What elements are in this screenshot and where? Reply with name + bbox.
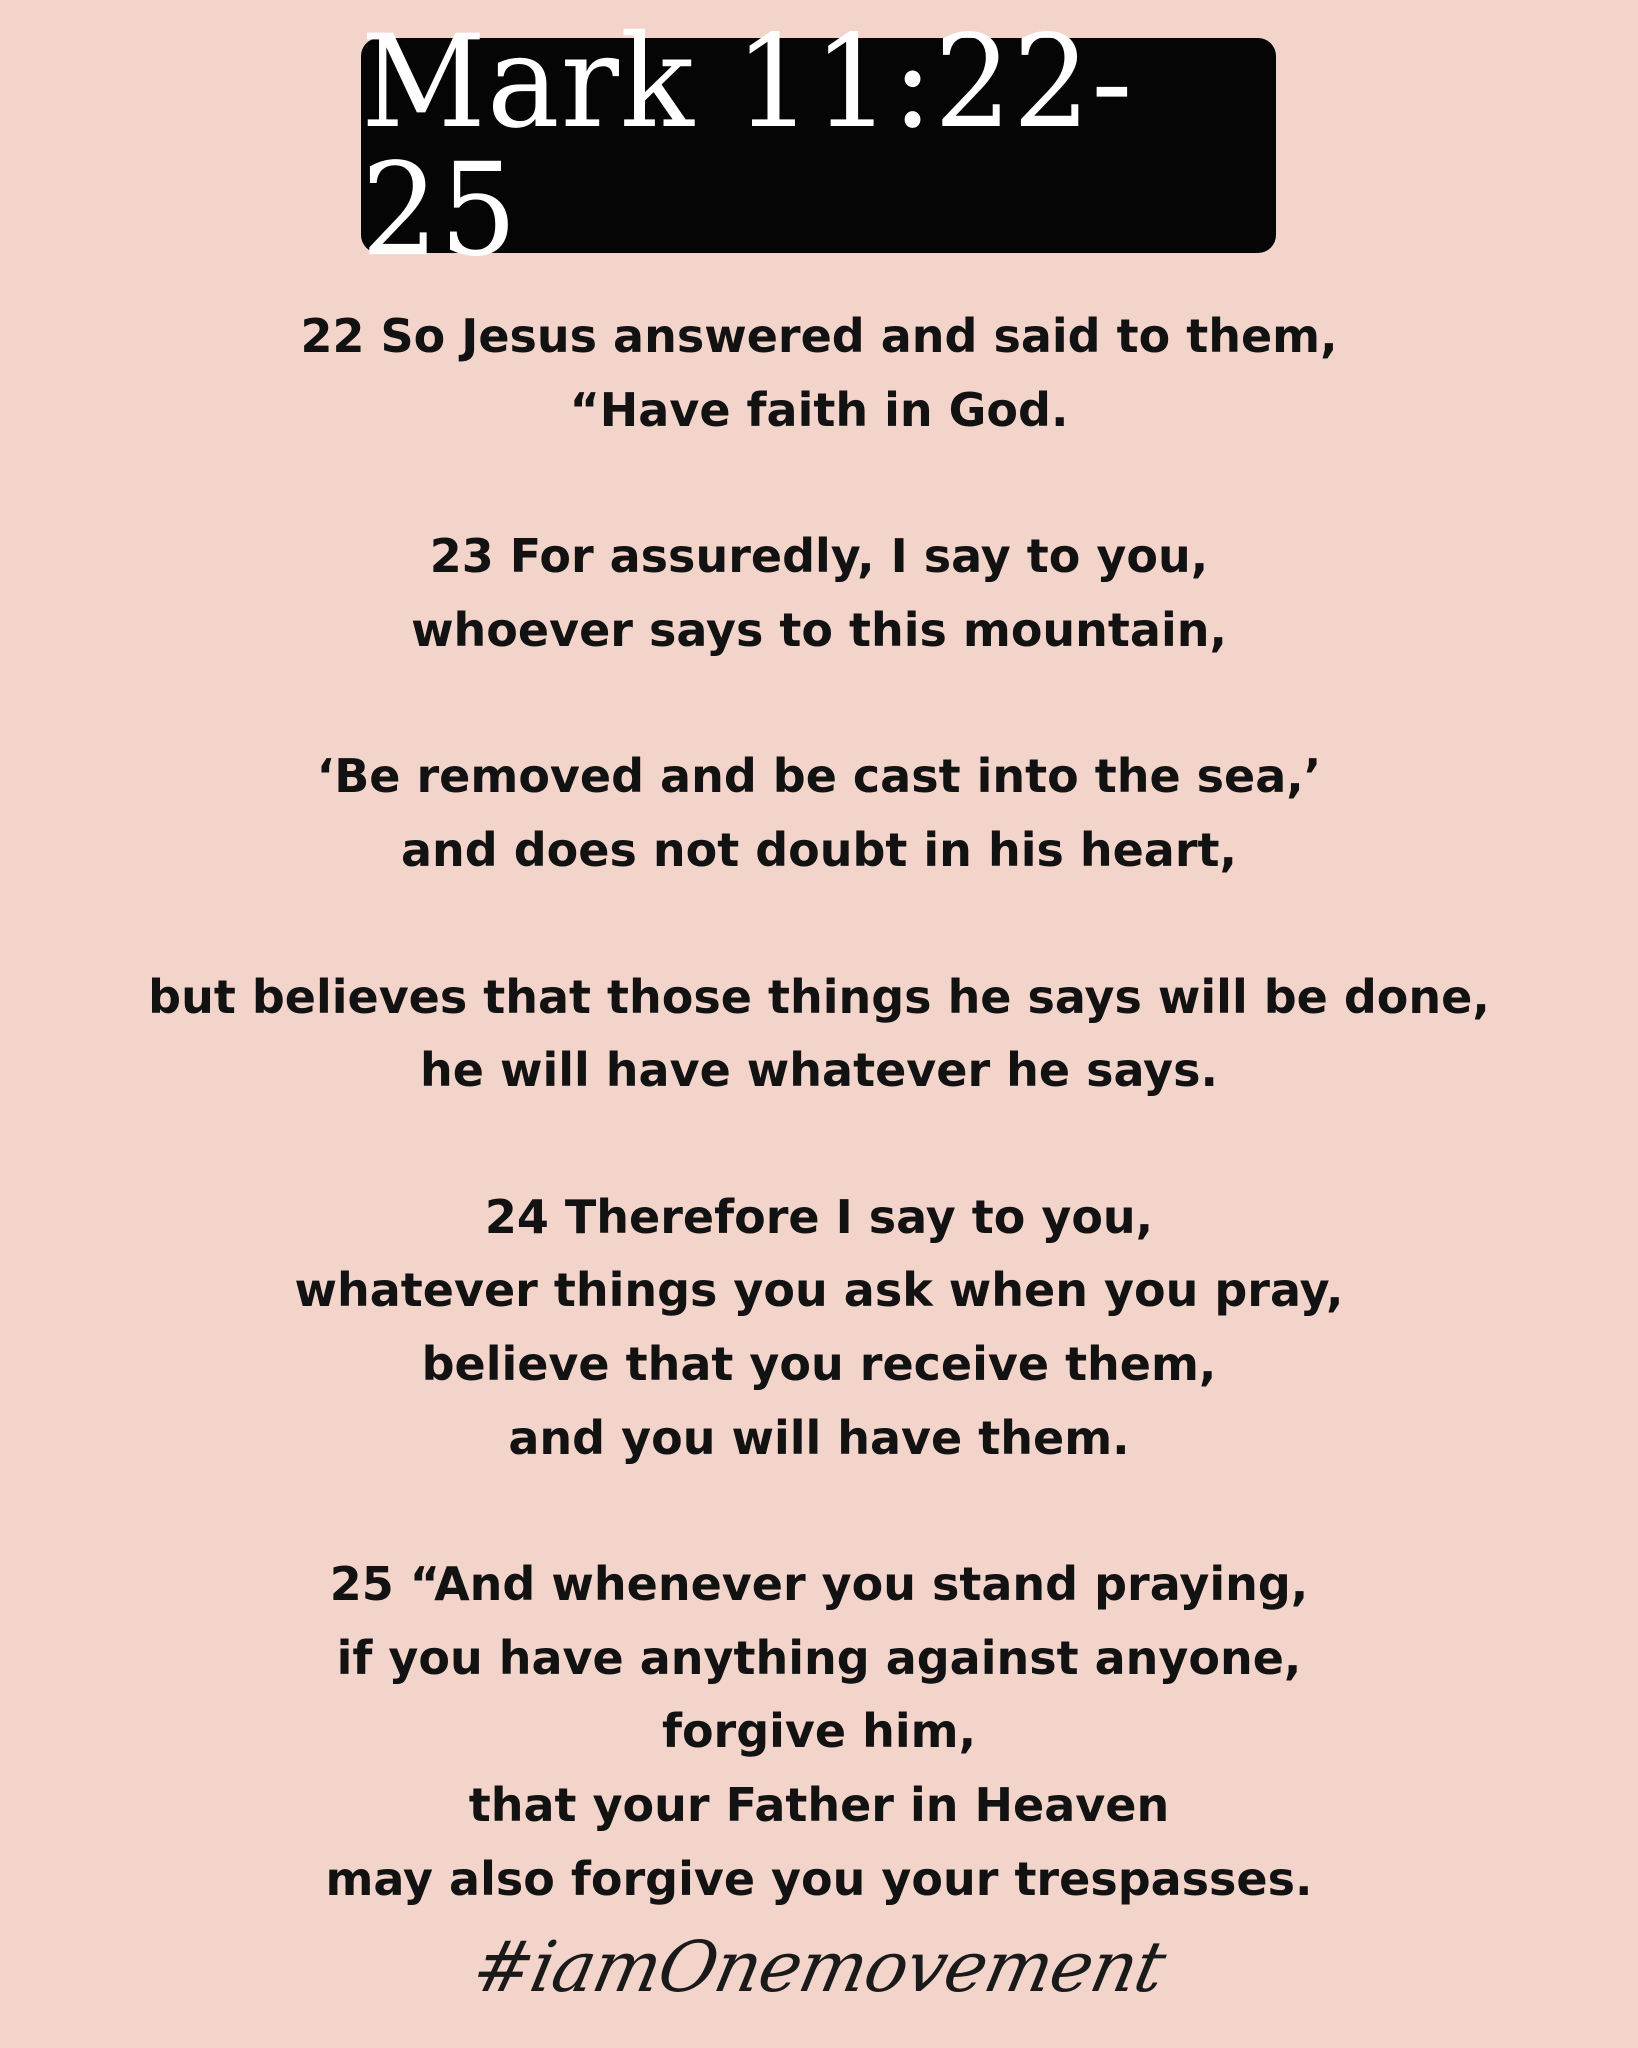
verse-line: if you have anything against anyone, [336,1630,1302,1685]
verse-line: ‘Be removed and be cast into the sea,’ [316,749,1322,804]
verse-line: that your Father in Heaven [468,1777,1170,1832]
verse-line: believe that you receive them, [421,1336,1217,1391]
title-banner [361,6,1276,285]
verse-line: and does not doubt in his heart, [401,822,1237,877]
verse-line: and you will have them. [508,1410,1130,1465]
stanza-verse-23-part-1 [0,520,1638,667]
verse-line: 23 For assuredly, I say to you, [429,529,1209,584]
stanza-verse-24 [0,1181,1638,1475]
stanza-verse-23-part-3 [0,961,1638,1108]
verse-line: may also forgive you your trespasses. [325,1851,1313,1906]
stanza-verse-22 [0,300,1638,447]
verse-line: 22 So Jesus answered and said to them, [300,309,1338,363]
page-title: Mark 11:22-25 [361,6,1134,285]
stanza-verse-25 [0,1548,1638,1916]
verse-line: he will have whatever he says. [420,1043,1218,1098]
stanza-verse-23-part-2 [0,740,1638,887]
verse-text [0,300,1638,1989]
verse-line: whoever says to this mountain, [411,602,1227,657]
hashtag-signature: #iamOnemovement [466,1926,1172,2008]
verse-line: 24 Therefore I say to you, [484,1189,1154,1244]
verse-line: “Have faith in God. [569,382,1069,437]
verse-line: 25 “And whenever you stand praying, [329,1557,1309,1612]
verse-line: forgive him, [661,1704,977,1759]
verse-line: whatever things you ask when you pray, [294,1263,1344,1318]
verse-line: but believes that those things he says will be done, [148,969,1490,1024]
